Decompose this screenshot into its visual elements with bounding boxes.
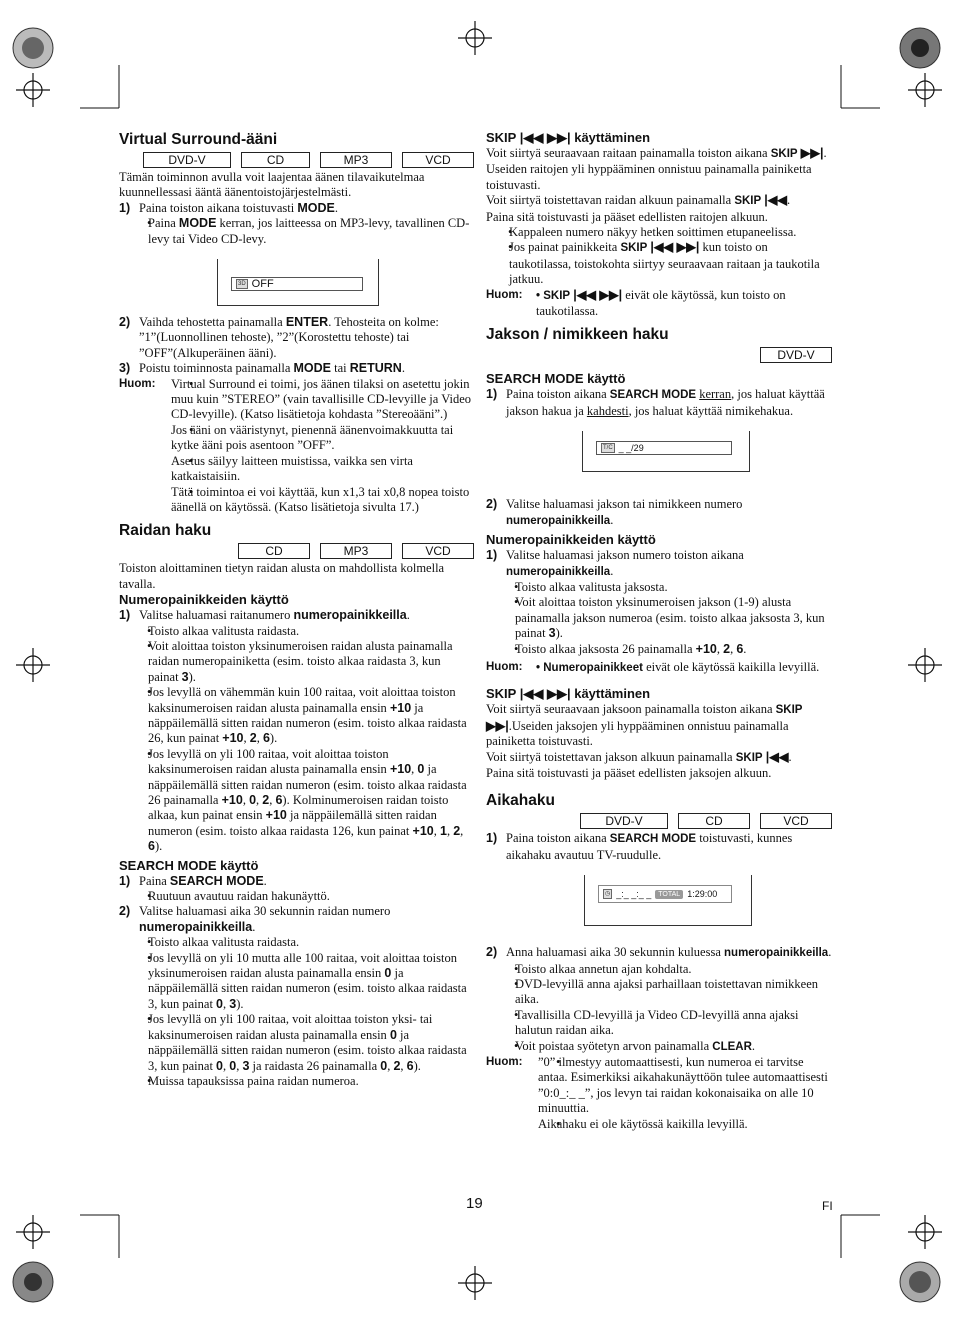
aika-bullet-1: • Toisto alkaa annetun ajan kohdalta. [486, 962, 832, 977]
skip-prev-icon: |◀◀ [764, 193, 788, 208]
rh-step-1: 1) Valitse haluamasi raitanumero numeropainikkeilla. [119, 608, 410, 623]
raidan-haku-heading: Raidan haku [119, 522, 212, 540]
aika-bullet-2: • DVD-levyillä anna ajaksi parhaillaan toistettavan nimikkeen aika. [486, 977, 832, 1008]
jak-bullet-2: • Voit aloittaa toiston yksinumeroisen jakson (1-9) alusta painamalla jakson numeroa (esim. toisto alkaa jaksosta 3, kun painat 3). [486, 595, 832, 641]
vs-display [119, 259, 474, 309]
skip1-p2: Voit siirtyä toistettavan raidan alkuun painamalla SKIP |◀◀. [486, 193, 791, 208]
skip-heading-2: SKIP |◀◀ ▶▶| käyttäminen [486, 686, 651, 702]
right-column [486, 130, 832, 1132]
skip2-p1: Voit siirtyä seuraavaan jaksoon painamalla toiston aikana SKIP ▶▶|.Useiden jaksojen yli hyppääminen onnistuu painamalla painiketta toistuvasti. [486, 702, 803, 749]
total-label: TOTAL [655, 890, 683, 899]
rh-sm-step-2: 2) Valitse haluamasi aika 30 sekunnin raidan numero numeropainikkeilla. [119, 904, 391, 934]
rh-intro: Toiston aloittaminen tietyn raidan alusta on mahdollista kolmella tavalla. [119, 561, 445, 591]
jak-num-heading: Numeropainikkeiden käyttö [486, 532, 656, 548]
chapter-icon: T/C [603, 445, 613, 452]
badge-cd: CD [238, 543, 310, 559]
badge-mp3: MP3 [320, 543, 392, 559]
rh-sm-bullet-1: • Ruutuun avautuu raidan hakunäyttö. [119, 889, 474, 904]
skip1-p3: Paina sitä toistuvasti ja pääset edellisten raitojen alkuun. [486, 209, 768, 224]
jak-bullet-3: • Toisto alkaa jaksosta 26 painamalla +10, 2, 6. [486, 642, 832, 657]
rh-search-mode-heading: SEARCH MODE käyttö [119, 857, 259, 873]
skip-next-icon: ▶▶| [486, 718, 509, 733]
jak-search-mode-heading: SEARCH MODE käyttö [486, 371, 626, 387]
vs-bullet: • Paina MODE kerran, jos laitteessa on MP3-levy, tavallinen CD-levy tai Video CD-levy. [119, 216, 474, 247]
skip1-p1: Voit siirtyä seuraavaan raitaan painamalla toiston aikana SKIP ▶▶|. Useiden raitojen yli hyppääminen onnistuu painamalla painiketta toistuvasti. [486, 146, 827, 192]
rh-num-heading: Numeropainikkeiden käyttö [119, 592, 289, 608]
skip-next-icon: ▶▶| [800, 146, 824, 160]
aika-bullet-3: • Tavallisilla CD-levyillä ja Video CD-levyillä anna ajaksi halutun raidan aika. [486, 1008, 832, 1039]
vs-step-1: 1) Paina toiston aikana toistuvasti MODE. [119, 200, 338, 215]
vs-note-1: • Virtual Surround ei toimi, jos äänen tilaksi on asetettu jokin muu kuin ”STEREO” (vain tavallisille CD-levyille ja Video CD-levyille). (Katso lisätietoja kohdasta ”Stereoääni”.) [161, 377, 474, 423]
jak-bullet-1: • Toisto alkaa valitusta jaksosta. [486, 580, 832, 595]
page-number: 19 [466, 1195, 483, 1212]
surround-icon: 3D [238, 281, 246, 288]
skip-heading-1: SKIP |◀◀ ▶▶| käyttäminen [486, 130, 651, 145]
aika-step-1: 1) Paina toiston aikana SEARCH MODE toistuvasti, kunnes aikahaku avautuu TV-ruudulle. [486, 831, 793, 862]
language-code: FI [822, 1199, 833, 1213]
rh-bullet-2: • Voit aloittaa toiston yksinumeroisen raidan alusta painamalla raidan numeropainiketta (esim. toisto alkaa raidasta 3, kun painat 3). [119, 639, 474, 685]
jak-step-2: 2) Valitse haluamasi jakson tai nimikkeen numero numeropainikkeilla. [486, 497, 743, 527]
skip-prev-next-icon: |◀◀ ▶▶| [519, 130, 571, 145]
total-time-value: 1:29:00 [687, 889, 718, 900]
clock-icon: ◷ [605, 891, 611, 898]
chapter-search-display [486, 431, 832, 477]
aika-note: Huom: • ”0” ilmestyy automaattisesti, kun numeroa ei tarvitse antaa. Esimerkiksi aikahakunäyttöön tulee automaattisesti ”0:0_:_ _”, jos levyn tai raidan kokonaisaika on alle 10 minuuttia. • Aikahaku ei ole käytössä kaikilla levyillä. [486, 1055, 832, 1132]
rh-bullet-3: • Jos levyllä on vähemmän kuin 100 raitaa, voit aloittaa toiston kaksinumeroisen raidan alusta painamalla ensin +10 ja näppäilemällä sitten raidan numeron (esim. toisto alkaa raidasta 26, kun painat +10, 2, 6). [119, 685, 474, 747]
skip2-p2: Voit siirtyä toistettavan jakson alkuun painamalla SKIP |◀◀. [486, 749, 792, 764]
skip-prev-next-icon: |◀◀ ▶▶| [650, 240, 700, 255]
aika-note-2: • Aikahaku ei ole käytössä kaikilla levyillä. [528, 1117, 832, 1132]
vs-note: Huom: • Virtual Surround ei toimi, jos äänen tilaksi on asetettu jokin muu kuin ”STEREO” (vain tavallisille CD-levyille ja Video CD-levyille). (Katso lisätietoja kohdasta ”Stereoääni”.) • Jos ääni on vääristynyt, pienennä äänenvoimakkuutta tai kytke ääni pois asentoon ”OFF”. • Asetus säilyy laitteen muistissa, vaikka sen virta katkaistaisiin. • Tätä toimintoa ei voi käyttää, kun x1,3 tai x0,8 nopea toisto äänellä on käytössä. (Katso lisätietoja sivulta 17.) [119, 377, 474, 516]
jak-num-step-1: 1) Valitse haluamasi jakson numero toiston aikana numeropainikkeilla. [486, 548, 744, 578]
jak-step-1: 1) Paina toiston aikana SEARCH MODE kerran, jos haluat käyttää jakson hakua ja kahdesti, jos haluat käyttää nimikehakua. [486, 387, 825, 418]
aika-bullet-4: • Voit poistaa syötetyn arvon painamalla CLEAR. [486, 1039, 832, 1055]
disc-type-badges [119, 543, 474, 559]
badge-mp3: MP3 [320, 152, 392, 168]
rh-bullet-4: • Jos levyllä on yli 100 raitaa, voit aloittaa toiston kaksinumeroisen raidan alusta painamalla ensin +10, 0 ja näppäilemällä sitten raidan numeron (esim. toisto alkaa raidasta 26 painamalla +10, 0, 2, 6). Kolminumeroisen raidan toisto alkaa, kun painat ensin +10 ja näppäilemällä sitten raidan numeron (esim. toisto alkaa raidasta 126, kun painat +10, 1, 2, 6). [119, 747, 474, 855]
time-entry-value: _:_ _:_ _ [616, 889, 652, 900]
rh-bullet-1: • Toisto alkaa valitusta raidasta. [119, 624, 474, 639]
rh-sm-bullet-2: • Toisto alkaa valitusta raidasta. [119, 935, 474, 950]
badge-vcd: VCD [402, 543, 474, 559]
vs-step-3: 3) Poistu toiminnosta painamalla MODE tai RETURN. [119, 361, 405, 376]
vs-step-2: 2) Vaihda tehostetta painamalla ENTER. Tehosteita on kolme: ”1”(Luonnollinen tehoste), ”2”(Korostettu tehoste) tai ”OFF”(Alkuperäinen ääni). [119, 315, 439, 360]
skip2-p3: Paina sitä toistuvasti ja pääset edellisten jaksojen alkuun. [486, 765, 772, 780]
badge-dvd-v: DVD-V [143, 152, 231, 168]
disc-type-badges [486, 813, 832, 829]
skip-prev-icon: |◀◀ [765, 749, 789, 764]
chapter-search-value: _ _/29 [618, 443, 644, 454]
vs-note-3: • Asetus säilyy laitteen muistissa, vaikka sen virta katkaistaisiin. [161, 454, 474, 485]
aikahaku-heading: Aikahaku [486, 792, 555, 810]
badge-cd: CD [678, 813, 750, 829]
left-column [119, 130, 474, 1089]
jak-note: Huom: • Numeropainikkeet eivät ole käytössä kaikilla levyillä. [486, 659, 820, 674]
time-search-display [486, 875, 832, 931]
disc-type-badges [486, 347, 832, 363]
skip1-note: Huom: • SKIP |◀◀ ▶▶| eivät ole käytössä, kun toisto on taukotilassa. [486, 287, 786, 319]
skip1-bullet-1: • Kappaleen numero näkyy hetken soittimen etupaneelissa. [480, 225, 832, 240]
badge-vcd: VCD [402, 152, 474, 168]
skip-prev-next-icon: |◀◀ ▶▶| [519, 686, 571, 702]
skip1-bullet-2: • Jos painat painikkeita SKIP |◀◀ ▶▶| kun toisto on taukotilassa, toistokohta siirtyy seuraavaan raitaan ja taukotila jatkuu. [480, 240, 832, 287]
aika-note-1: • ”0” ilmestyy automaattisesti, kun numeroa ei tarvitse antaa. Esimerkiksi aikahakunäyttöön tulee automaattisesti ”0:0_:_ _”, jos levyn tai raidan kokonaisaika on alle 10 minuuttia. [528, 1055, 832, 1117]
rh-sm-step-1: 1) Paina SEARCH MODE. [119, 873, 267, 888]
vs-intro: Tämän toiminnon avulla voit laajentaa äänen tilavaikutelmaa kuunnellessasi ääntä äänentoistojärjestelmästi. [119, 170, 425, 200]
badge-dvd-v: DVD-V [760, 347, 832, 363]
jakson-haku-heading: Jakson / nimikkeen haku [486, 326, 669, 344]
vs-note-4: • Tätä toimintoa ei voi käyttää, kun x1,3 tai x0,8 nopea toisto äänellä on käytössä. (Katso lisätietoja sivulta 17.) [161, 485, 474, 516]
badge-vcd: VCD [760, 813, 832, 829]
vs-note-2: • Jos ääni on vääristynyt, pienennä äänenvoimakkuutta tai kytke ääni pois asentoon ”OFF”. [161, 423, 474, 454]
badge-dvd-v: DVD-V [580, 813, 668, 829]
virtual-surround-heading: Virtual Surround-ääni [119, 131, 278, 148]
skip-prev-next-icon: |◀◀ ▶▶| [573, 287, 623, 302]
rh-sm-bullet-3: • Jos levyllä on yli 10 mutta alle 100 raitaa, voit aloittaa toiston yksinumeroisen raidan alusta painamalla ensin 0 ja näppäilemällä sitten raidan numeron (esim. toisto alkaa raidasta 3, kun painat 0, 3). [119, 951, 474, 1013]
badge-cd: CD [241, 152, 310, 168]
rh-sm-bullet-5: • Muissa tapauksissa paina raidan numeroa. [119, 1074, 474, 1089]
rh-sm-bullet-4: • Jos levyllä on yli 100 raitaa, voit aloittaa toiston yksi- tai kaksinumeroisen raidan alusta painamalla ensin 0 ja näppäilemällä sitten raidan numeron (esim. toisto alkaa raidasta 3, kun painat 0, 0, 3 ja raidasta 26 painamalla 0, 2, 6). [119, 1012, 474, 1074]
disc-type-badges [119, 152, 474, 168]
aika-step-2: 2) Anna haluamasi aika 30 sekunnin kuluessa numeropainikkeilla. [486, 945, 832, 960]
surround-value: OFF [251, 278, 274, 291]
